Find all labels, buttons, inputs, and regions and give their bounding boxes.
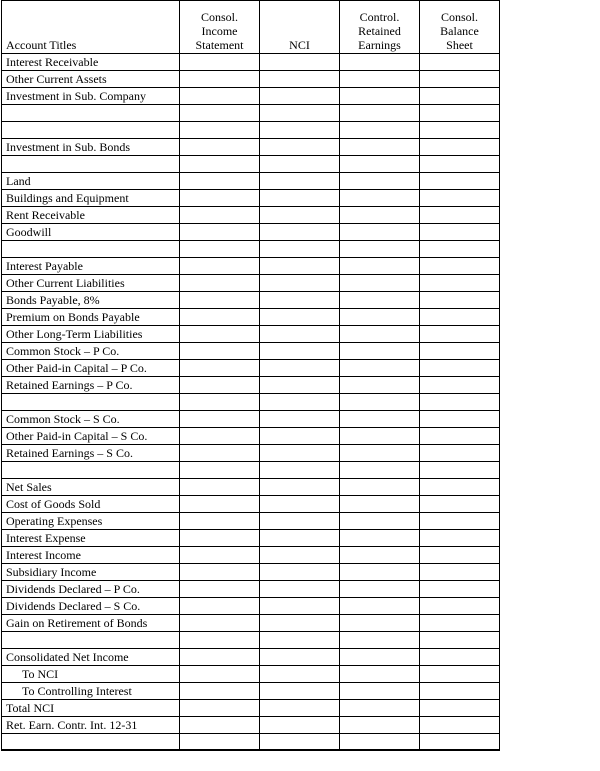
account-title-cell [2,105,180,122]
consol-income-statement-cell[interactable] [180,139,260,156]
consol-income-statement-cell[interactable] [180,649,260,666]
account-title-cell [2,632,180,649]
consol-income-statement-cell[interactable] [180,445,260,462]
consol-balance-sheet-cell[interactable] [420,717,500,734]
table-row [2,394,500,411]
account-title-cell: Retained Earnings – S Co. [2,445,180,462]
consol-balance-sheet-cell[interactable] [420,683,500,700]
table-row [2,309,500,326]
consol-balance-sheet-cell[interactable] [420,190,500,207]
control-retained-earnings-cell[interactable] [340,666,420,683]
consol-balance-sheet-cell[interactable] [420,224,500,241]
nci-cell[interactable] [260,326,340,343]
consol-income-statement-cell[interactable] [180,547,260,564]
control-retained-earnings-cell[interactable] [340,428,420,445]
account-title-cell: Cost of Goods Sold [2,496,180,513]
account-title-cell [2,394,180,411]
control-retained-earnings-cell[interactable] [340,513,420,530]
table-row [2,598,500,615]
account-title-cell: Interest Receivable [2,54,180,71]
control-retained-earnings-cell[interactable] [340,190,420,207]
consol-income-statement-cell[interactable] [180,54,260,71]
header-consol-balance-sheet: Consol. Balance Sheet [420,1,500,54]
table-row [2,122,500,139]
control-retained-earnings-cell[interactable] [340,71,420,88]
consol-balance-sheet-cell[interactable] [420,241,500,258]
control-retained-earnings-cell[interactable] [340,275,420,292]
control-retained-earnings-cell[interactable] [340,343,420,360]
table-row [2,54,500,71]
consol-income-statement-cell[interactable] [180,394,260,411]
table-row [2,275,500,292]
consol-income-statement-cell[interactable] [180,258,260,275]
consol-income-statement-cell[interactable] [180,581,260,598]
nci-cell[interactable] [260,530,340,547]
consol-balance-sheet-cell[interactable] [420,139,500,156]
table-row [2,632,500,649]
consol-balance-sheet-cell[interactable] [420,479,500,496]
consol-balance-sheet-cell[interactable] [420,207,500,224]
account-title-cell: Goodwill [2,224,180,241]
control-retained-earnings-cell[interactable] [340,88,420,105]
account-title-cell: Investment in Sub. Company [2,88,180,105]
consol-balance-sheet-cell[interactable] [420,513,500,530]
consol-income-statement-cell[interactable] [180,309,260,326]
table-row [2,496,500,513]
table-row [2,666,500,683]
nci-cell[interactable] [260,479,340,496]
nci-cell[interactable] [260,71,340,88]
control-retained-earnings-cell[interactable] [340,734,420,751]
control-retained-earnings-cell[interactable] [340,326,420,343]
control-retained-earnings-cell[interactable] [340,360,420,377]
consol-income-statement-cell[interactable] [180,275,260,292]
account-title-cell: To NCI [2,666,180,683]
table-row [2,71,500,88]
account-title-cell: Subsidiary Income [2,564,180,581]
account-title-cell: To Controlling Interest [2,683,180,700]
control-retained-earnings-cell[interactable] [340,292,420,309]
control-retained-earnings-cell[interactable] [340,241,420,258]
table-row [2,292,500,309]
consol-balance-sheet-cell[interactable] [420,734,500,751]
nci-cell[interactable] [260,377,340,394]
table-row [2,360,500,377]
consol-balance-sheet-cell[interactable] [420,649,500,666]
table-row [2,343,500,360]
table-row [2,581,500,598]
control-retained-earnings-cell[interactable] [340,139,420,156]
account-title-cell: Consolidated Net Income [2,649,180,666]
nci-cell[interactable] [260,428,340,445]
control-retained-earnings-cell[interactable] [340,156,420,173]
table-row [2,173,500,190]
table-row [2,241,500,258]
account-title-cell: Common Stock – S Co. [2,411,180,428]
header-row [2,1,500,54]
control-retained-earnings-cell[interactable] [340,105,420,122]
table-row [2,207,500,224]
consol-income-statement-cell[interactable] [180,598,260,615]
account-title-cell: Retained Earnings – P Co. [2,377,180,394]
account-title-cell: Other Paid-in Capital – S Co. [2,428,180,445]
account-title-cell: Operating Expenses [2,513,180,530]
consol-balance-sheet-cell[interactable] [420,530,500,547]
control-retained-earnings-cell[interactable] [340,717,420,734]
control-retained-earnings-cell[interactable] [340,462,420,479]
consol-balance-sheet-cell[interactable] [420,292,500,309]
control-retained-earnings-cell[interactable] [340,530,420,547]
header-account-titles: Account Titles [2,1,180,54]
nci-cell[interactable] [260,309,340,326]
nci-cell[interactable] [260,190,340,207]
consol-income-statement-cell[interactable] [180,326,260,343]
consol-income-statement-cell[interactable] [180,156,260,173]
consol-income-statement-cell[interactable] [180,462,260,479]
account-title-cell [2,156,180,173]
nci-cell[interactable] [260,734,340,751]
consol-balance-sheet-cell[interactable] [420,71,500,88]
consol-income-statement-cell[interactable] [180,479,260,496]
consol-balance-sheet-cell[interactable] [420,411,500,428]
control-retained-earnings-cell[interactable] [340,207,420,224]
header-nci: NCI [260,1,340,54]
table-row [2,649,500,666]
control-retained-earnings-cell[interactable] [340,445,420,462]
consol-balance-sheet-cell[interactable] [420,462,500,479]
consol-balance-sheet-cell[interactable] [420,258,500,275]
control-retained-earnings-cell[interactable] [340,547,420,564]
table-row [2,462,500,479]
nci-cell[interactable] [260,649,340,666]
consol-balance-sheet-cell[interactable] [420,394,500,411]
nci-cell[interactable] [260,88,340,105]
consol-income-statement-cell[interactable] [180,632,260,649]
control-retained-earnings-cell[interactable] [340,411,420,428]
account-title-cell: Other Paid-in Capital – P Co. [2,360,180,377]
consol-income-statement-cell[interactable] [180,496,260,513]
consol-income-statement-cell[interactable] [180,700,260,717]
table-row [2,513,500,530]
account-title-cell: Other Long-Term Liabilities [2,326,180,343]
control-retained-earnings-cell[interactable] [340,377,420,394]
account-title-cell: Land [2,173,180,190]
consol-balance-sheet-cell[interactable] [420,581,500,598]
consol-income-statement-cell[interactable] [180,564,260,581]
account-title-cell: Interest Expense [2,530,180,547]
table-row [2,139,500,156]
table-row [2,717,500,734]
consol-income-statement-cell[interactable] [180,734,260,751]
table-row [2,564,500,581]
account-title-cell [2,734,180,751]
nci-cell[interactable] [260,173,340,190]
consol-balance-sheet-cell[interactable] [420,598,500,615]
nci-cell[interactable] [260,54,340,71]
worksheet-table [1,0,500,751]
table-row [2,683,500,700]
account-title-cell: Buildings and Equipment [2,190,180,207]
account-title-cell: Premium on Bonds Payable [2,309,180,326]
consol-balance-sheet-cell[interactable] [420,632,500,649]
nci-cell[interactable] [260,445,340,462]
consol-income-statement-cell[interactable] [180,173,260,190]
table-row [2,734,500,751]
consol-income-statement-cell[interactable] [180,513,260,530]
consol-income-statement-cell[interactable] [180,105,260,122]
account-title-cell [2,241,180,258]
control-retained-earnings-cell[interactable] [340,700,420,717]
nci-cell[interactable] [260,275,340,292]
consol-balance-sheet-cell[interactable] [420,445,500,462]
nci-cell[interactable] [260,496,340,513]
control-retained-earnings-cell[interactable] [340,598,420,615]
consol-balance-sheet-cell[interactable] [420,309,500,326]
table-row [2,105,500,122]
account-title-cell: Bonds Payable, 8% [2,292,180,309]
control-retained-earnings-cell[interactable] [340,173,420,190]
bottom-rule [1,749,499,751]
consol-income-statement-cell[interactable] [180,292,260,309]
consol-balance-sheet-cell[interactable] [420,428,500,445]
consol-income-statement-cell[interactable] [180,190,260,207]
account-title-cell: Interest Income [2,547,180,564]
nci-cell[interactable] [260,547,340,564]
consol-balance-sheet-cell[interactable] [420,377,500,394]
consol-balance-sheet-cell[interactable] [420,173,500,190]
nci-cell[interactable] [260,360,340,377]
consol-balance-sheet-cell[interactable] [420,547,500,564]
consol-balance-sheet-cell[interactable] [420,88,500,105]
table-row [2,224,500,241]
account-title-cell: Interest Payable [2,258,180,275]
consol-income-statement-cell[interactable] [180,360,260,377]
header-consol-income-statement: Consol. Income Statement [180,1,260,54]
control-retained-earnings-cell[interactable] [340,496,420,513]
account-title-cell: Other Current Assets [2,71,180,88]
control-retained-earnings-cell[interactable] [340,258,420,275]
nci-cell[interactable] [260,292,340,309]
consol-income-statement-cell[interactable] [180,683,260,700]
nci-cell[interactable] [260,513,340,530]
table-row [2,88,500,105]
table-row [2,411,500,428]
account-title-cell: Total NCI [2,700,180,717]
account-title-cell: Common Stock – P Co. [2,343,180,360]
nci-cell[interactable] [260,411,340,428]
table-row [2,479,500,496]
consol-balance-sheet-cell[interactable] [420,105,500,122]
nci-cell[interactable] [260,122,340,139]
consol-income-statement-cell[interactable] [180,122,260,139]
control-retained-earnings-cell[interactable] [340,54,420,71]
account-title-cell [2,462,180,479]
nci-cell[interactable] [260,241,340,258]
worksheet-body [2,54,500,751]
consol-income-statement-cell[interactable] [180,530,260,547]
consol-income-statement-cell[interactable] [180,717,260,734]
control-retained-earnings-cell[interactable] [340,683,420,700]
control-retained-earnings-cell[interactable] [340,649,420,666]
nci-cell[interactable] [260,139,340,156]
consol-income-statement-cell[interactable] [180,411,260,428]
control-retained-earnings-cell[interactable] [340,632,420,649]
consol-income-statement-cell[interactable] [180,343,260,360]
control-retained-earnings-cell[interactable] [340,479,420,496]
account-title-cell: Ret. Earn. Contr. Int. 12-31 [2,717,180,734]
account-title-cell: Other Current Liabilities [2,275,180,292]
account-title-cell: Investment in Sub. Bonds [2,139,180,156]
nci-cell[interactable] [260,156,340,173]
nci-cell[interactable] [260,717,340,734]
consol-balance-sheet-cell[interactable] [420,343,500,360]
consol-income-statement-cell[interactable] [180,428,260,445]
consol-balance-sheet-cell[interactable] [420,156,500,173]
table-row [2,530,500,547]
nci-cell[interactable] [260,258,340,275]
nci-cell[interactable] [260,394,340,411]
nci-cell[interactable] [260,683,340,700]
control-retained-earnings-cell[interactable] [340,581,420,598]
consol-balance-sheet-cell[interactable] [420,615,500,632]
consol-balance-sheet-cell[interactable] [420,275,500,292]
account-title-cell: Dividends Declared – P Co. [2,581,180,598]
worksheet [1,0,499,751]
consol-income-statement-cell[interactable] [180,88,260,105]
consol-balance-sheet-cell[interactable] [420,496,500,513]
consol-balance-sheet-cell[interactable] [420,122,500,139]
nci-cell[interactable] [260,666,340,683]
table-row [2,156,500,173]
table-row [2,377,500,394]
consol-balance-sheet-cell[interactable] [420,564,500,581]
control-retained-earnings-cell[interactable] [340,224,420,241]
table-row [2,700,500,717]
nci-cell[interactable] [260,224,340,241]
consol-income-statement-cell[interactable] [180,224,260,241]
account-title-cell: Dividends Declared – S Co. [2,598,180,615]
consol-income-statement-cell[interactable] [180,615,260,632]
account-title-cell: Gain on Retirement of Bonds [2,615,180,632]
table-row [2,190,500,207]
control-retained-earnings-cell[interactable] [340,615,420,632]
nci-cell[interactable] [260,632,340,649]
nci-cell[interactable] [260,598,340,615]
consol-income-statement-cell[interactable] [180,666,260,683]
nci-cell[interactable] [260,462,340,479]
nci-cell[interactable] [260,615,340,632]
consol-income-statement-cell[interactable] [180,207,260,224]
control-retained-earnings-cell[interactable] [340,394,420,411]
table-row [2,547,500,564]
consol-balance-sheet-cell[interactable] [420,326,500,343]
control-retained-earnings-cell[interactable] [340,309,420,326]
table-row [2,258,500,275]
nci-cell[interactable] [260,105,340,122]
table-row [2,326,500,343]
header-control-retained-earnings: Control. Retained Earnings [340,1,420,54]
account-title-cell: Net Sales [2,479,180,496]
control-retained-earnings-cell[interactable] [340,564,420,581]
nci-cell[interactable] [260,207,340,224]
account-title-cell [2,122,180,139]
consol-balance-sheet-cell[interactable] [420,54,500,71]
consol-balance-sheet-cell[interactable] [420,360,500,377]
control-retained-earnings-cell[interactable] [340,122,420,139]
nci-cell[interactable] [260,343,340,360]
consol-income-statement-cell[interactable] [180,71,260,88]
account-title-cell: Rent Receivable [2,207,180,224]
nci-cell[interactable] [260,564,340,581]
table-row [2,428,500,445]
consol-balance-sheet-cell[interactable] [420,700,500,717]
table-row [2,615,500,632]
consol-balance-sheet-cell[interactable] [420,666,500,683]
nci-cell[interactable] [260,700,340,717]
consol-income-statement-cell[interactable] [180,377,260,394]
table-row [2,445,500,462]
nci-cell[interactable] [260,581,340,598]
consol-income-statement-cell[interactable] [180,241,260,258]
